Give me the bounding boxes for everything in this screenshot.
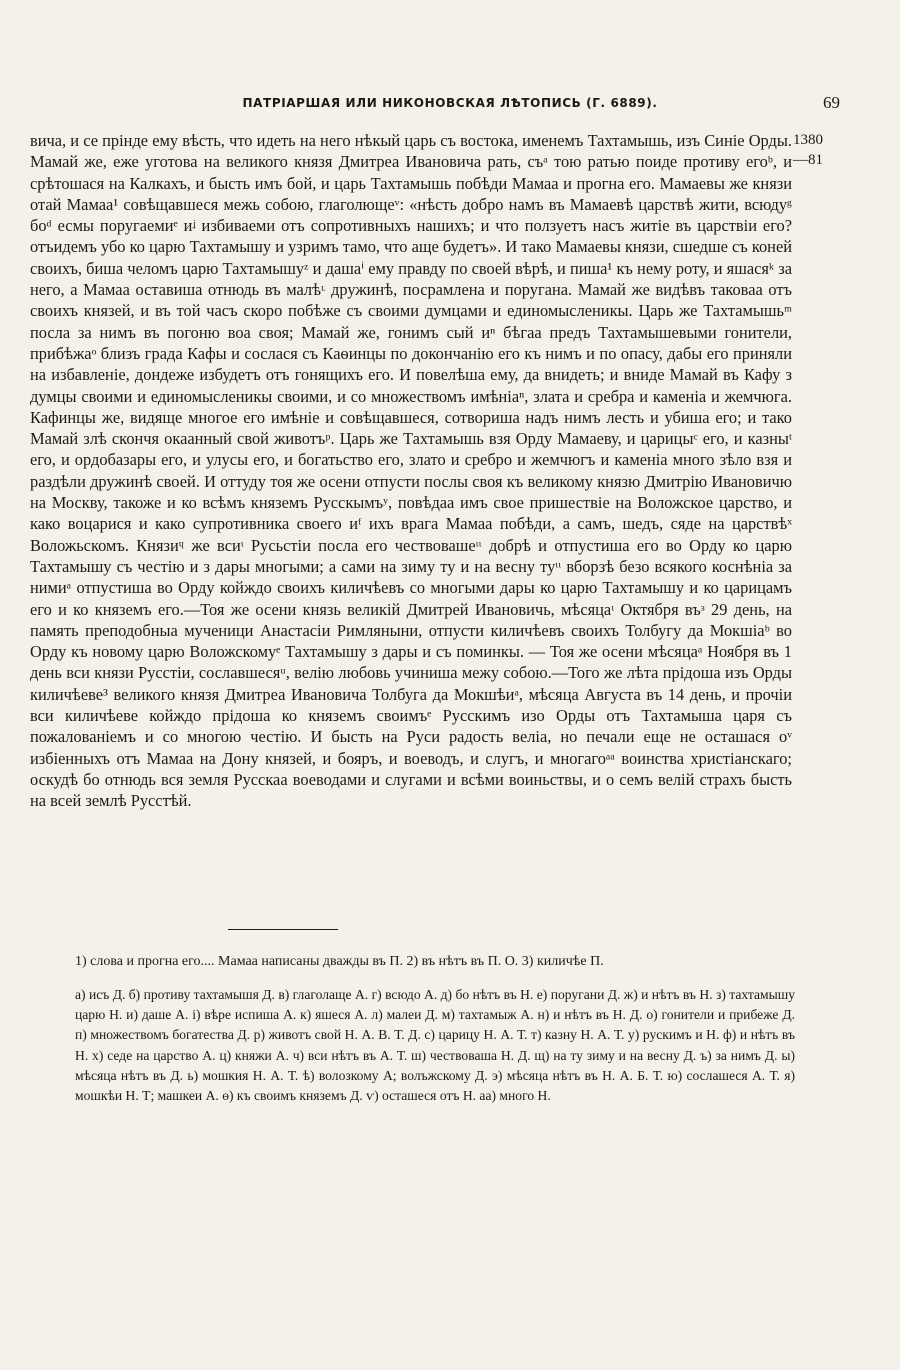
footnote-divider <box>228 929 338 930</box>
numbered-footnotes: 1) слова и прогна его.... Мамаа написаны дважды въ П. 2) въ нѣтъ въ П. О. 3) киличѣе П. <box>75 954 604 969</box>
page-number: 69 <box>823 93 840 112</box>
chronicle-paragraph: вича, и се прінде ему вѣсть, что идеть на него нѣкый царь съ востока, именемъ Тахтамышь, изъ Синіе Орды. Мамай же, еже уготова на великого князя Дмитреа Ивановича рать, съᵃ тою ратью поиде противу егоᵇ, и срѣтошася на Калкахъ, и бысть имъ бой, и царь Тахтамышь побѣди Мамаа и прогна его. Мамаевы же князи отай Мамаа¹ совѣщавшеся межь собою, глаголющеᵛ: «нѣсть добро намъ въ Мамаевѣ царствѣ жити, всюдуᵍ боᵈ есмы поругаемиᵉ иᶨ избиваеми отъ сопротивныхъ нашихъ; и что ползуетъ насъ житіе въ царствіи его? отъидемъ убо ко царю Тахтамышу и узримъ тамо, что аще будетъ». И тако Мамаевы князи, сшедше съ коней своихъ, биша челомъ царю Тахтамышуᶻ и дашаⁱ ему правду по своей вѣрѣ, и пиша¹ къ нему роту, и яшасяᵏ за него, а Мамаа оставиша отнюдь въ малѣᶫ дружинѣ, посрамлена и поругана. Мамай же видѣвъ таковаа отъ своихъ князей, и въ той часъ скоро побѣже съ своими думцами и единомысленикы. Царь же Тахтамышьᵐ посла за нимъ въ погоню воа своя; Мамай же, гонимъ сый иⁿ бѣгаа предъ Тахтамышевыми гонители, прибѣжаᵒ близъ града Кафы и сослася съ Каѳинцы по докончанію его къ нимъ и по опасу, дабы его приняли на избавленіе, дондеже избудетъ отъ гонящихъ его. И повелѣша ему, да внидеть; и вниде Мамай въ Кафу з думцы своими и единомысленикы своими, и со множествомъ имѣніаⁿ, злата и сребра и каменіа и жемчюга. Кафинцы же, видяще многое его имѣніе и совѣщавшеся, сотвориша надъ нимъ лесть и убиша его; и тако Мамай злѣ скончя окаанный свой животъᵖ. Царь же Тахтамышь взя Орду Мамаеву, и царицыᶜ его, и казныᵗ его, и ордобазары его, и улусы его, и богатьство его, злато и сребро и жемчюгъ и каменіа много зѣло взя и раздѣли дружинѣ своей. И оттуду тоя же осени отпусти послы своя къ великому князю Дмитрію Ивановичю на Москву, такоже и ко всѣмъ княземъ Русскымъʸ, повѣдаа имъ свое пришествіе на Воложское царство, и како воцарися и како супротивника своего иᶠ ихъ врага Мамаа побѣди, а самъ, шедъ, сяде на царствѣˣ Воложьскомъ. Князиᶣ же всиᶥ Русьстіи посла его чествовашеᶥᶥ добрѣ и отпустиша его во Орду ко царю Тахтамышу съ честію и з дары многыми; а сами на зиму ту и на весну туᶥᶥ вборзѣ безо всякого коснѣніа за нимиᵃ отпустиша во Орду койждо своихъ киличѣевъ со многыми дары ко царю Тахтамышу и ко царицамъ его и ко княземъ его.—Тоя же осени князь великій Дмитрей Ивановичь, мѣсяцаᶥ Октября въᶟ 29 день, на память преподобныа мученици Анастасіи Римляныни, отпусти киличѣевъ своихъ Толбугу да Мокшіаᵇ во Орду къ новому царю Воложскомуᵉ Тахтамышу з дары и съ поминкы. — Тоя же осени мѣсяцаᵃ Ноября въ 1 день вси князи Русстіи, сославшесяᵘ, велію любовь учиниша межу собою.—Того же лѣта прідоша изъ Орды киличѣеве³ великого князя Дмитреа Ивановича Толбуга да Мокшѣиᵃ, мѣсяца Августа въ 14 день, и прочіи вси киличѣеве койждо прідоша ко княземъ своимъᵉ Русскимъ изо Орды отъ Тахтамыша царя съ пожалованіемъ и со многою честію. И бысть на Руси радость веліа, но печали еще не осташася оᵛ избіенныхъ отъ Мамаа на Дону князей, и бояръ, и воеводъ, и слугъ, и многагоᵃᵃ воинства христіанскаго; оскудѣ бо отнюдь вся земля Русскаа воеводами и слугами и всѣми воиньствы, и о семъ велій страхъ бысть на всей землѣ Русстѣй. <box>30 131 792 811</box>
page-header <box>60 93 840 122</box>
chronicle-text <box>30 130 792 812</box>
running-title: ПАТРІАРШАЯ ИЛИ НИКОНОВСКАЯ ЛѢТОПИСЬ (Г. 6889). <box>242 96 658 110</box>
margin-year-note <box>793 130 843 170</box>
variant-readings-text: а) исъ Д. б) противу тахтамышя Д. в) глаголаще А. г) всюдо А. д) бо нѣтъ въ Н. е) поругани Д. ж) и нѣтъ въ Н. з) тахтамышу царю Н. и) даше А. і) вѣре испиша А. к) яшеся А. л) малеи Д. м) тахтамыж А. н) и нѣтъ въ Н. Д. о) гонители и прибеже Д. п) множествомъ богатества Д. р) животъ свой Н. А. В. Т. Д. с) царицу Н. А. Т. т) казну Н. А. Т. у) рускимъ и Н. ф) и нѣтъ въ Н. х) седе на царство А. ц) княжи А. ч) вси нѣтъ въ А. Т. ш) чествоваша Н. Д. щ) на ту зиму и на весну Д. ъ) за нимъ Д. ы) мѣсяца нѣтъ въ Д. ь) мошкия Н. А. Т. ѣ) волозкому А; волъжскому Д. э) мѣсяца нѣтъ въ Н. А. Б. Т. ю) сослашеся А. Т. я) мошкѣи Н. Т; машкеи А. ѳ) къ своимъ княземъ Д. ѵ) осташеся отъ Н. аа) много Н. <box>75 987 795 1104</box>
margin-year-start: 1380 <box>793 132 823 148</box>
variant-readings <box>75 985 795 1106</box>
margin-year-end: —81 <box>793 152 823 168</box>
